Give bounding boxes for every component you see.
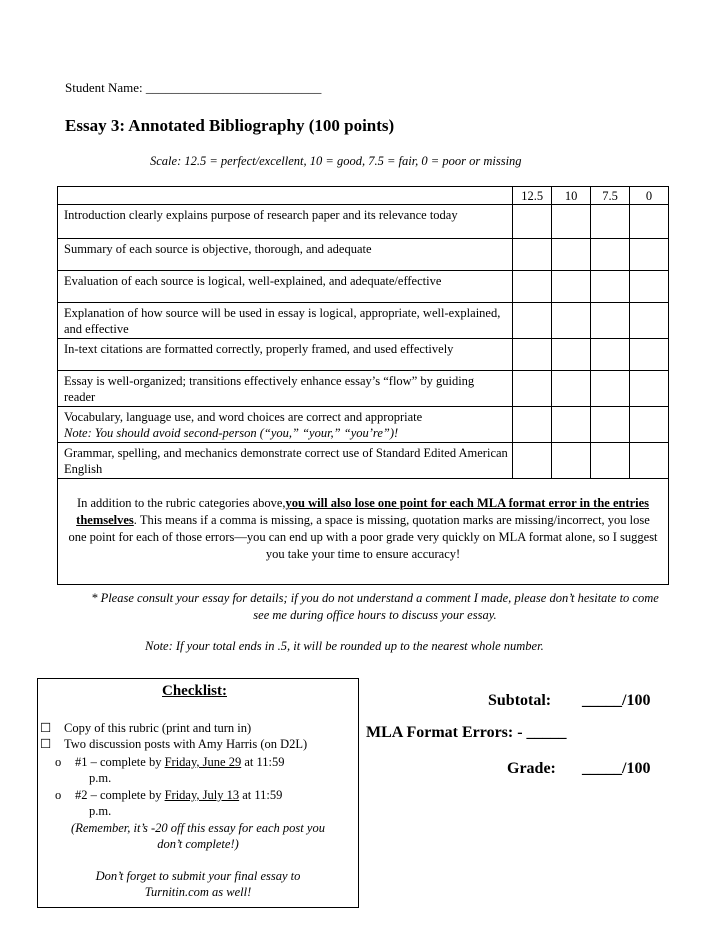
score-header-0: 0 xyxy=(630,187,669,205)
criterion-text: Essay is well-organized; transitions effectively enhance essay’s “flow” by guiding reader xyxy=(58,371,513,407)
checkbox-icon[interactable]: ☐ xyxy=(40,737,52,751)
rubric-row xyxy=(58,271,669,303)
subitem-continuation: p.m. xyxy=(89,771,112,785)
rubric-row xyxy=(58,407,669,443)
criterion-cell xyxy=(58,407,513,443)
criterion-note: Note: You should avoid second-person (“you,” “your,” “you’re”)! xyxy=(64,426,399,440)
submit-reminder-line: Don’t forget to submit your final essay to xyxy=(95,869,301,883)
rubric-row xyxy=(58,303,669,339)
grade-value[interactable]: _____/100 xyxy=(582,760,651,777)
score-header-12-5: 12.5 xyxy=(513,187,552,205)
grade-label: Grade: xyxy=(507,760,556,777)
score-cell[interactable] xyxy=(591,271,630,303)
score-cell[interactable] xyxy=(630,407,669,443)
score-cell[interactable] xyxy=(630,271,669,303)
subitem-label: #1 – complete by xyxy=(75,755,165,769)
bullet-icon: o xyxy=(55,788,62,802)
footnote: * Please consult your essay for details; if you do not understand a comment I made, please don’t hesitate to come see me during office hours to discuss your essay. xyxy=(91,591,659,622)
criterion-text: Introduction clearly explains purpose of research paper and its relevance today xyxy=(58,205,513,239)
score-cell[interactable] xyxy=(591,205,630,239)
subitem-label: #2 – complete by xyxy=(75,788,165,802)
score-cell[interactable] xyxy=(552,271,591,303)
mla-note-intro: In addition to the rubric categories above, xyxy=(76,496,286,510)
score-cell[interactable] xyxy=(630,205,669,239)
criterion-text: In-text citations are formatted correctly, properly framed, and used effectively xyxy=(58,339,513,371)
mla-errors-label[interactable]: MLA Format Errors: - _____ xyxy=(366,724,567,741)
score-cell[interactable] xyxy=(630,443,669,479)
score-cell[interactable] xyxy=(591,407,630,443)
score-cell[interactable] xyxy=(591,443,630,479)
score-cell[interactable] xyxy=(552,339,591,371)
rubric-header-blank xyxy=(58,187,513,205)
subtotal-label: Subtotal: xyxy=(488,692,552,709)
score-cell[interactable] xyxy=(552,443,591,479)
rubric-table xyxy=(57,186,669,585)
score-cell[interactable] xyxy=(630,303,669,339)
score-cell[interactable] xyxy=(591,371,630,407)
checklist-item-label: Two discussion posts with Amy Harris (on D2L) xyxy=(64,737,308,751)
checklist-item[interactable] xyxy=(40,736,307,752)
score-cell[interactable] xyxy=(630,239,669,271)
submit-reminder xyxy=(38,868,358,900)
due-date: Friday, June 29 xyxy=(164,755,242,769)
mla-note xyxy=(58,479,669,585)
rubric-header-row xyxy=(58,187,669,205)
checklist-box xyxy=(37,678,359,908)
criterion-text: Vocabulary, language use, and word choices are correct and appropriate xyxy=(64,410,423,424)
penalty-reminder-line: don’t complete!) xyxy=(157,837,239,851)
mla-note-emphasis: you will also lose one point for each MLA format error in the entries themselves xyxy=(76,496,650,527)
score-cell[interactable] xyxy=(513,303,552,339)
due-time: at 11:59 xyxy=(241,755,285,769)
criterion-text: Explanation of how source will be used in essay is logical, appropriate, well-explained, and effective xyxy=(58,303,513,339)
score-cell[interactable] xyxy=(513,443,552,479)
criterion-text: Evaluation of each source is logical, well-explained, and adequate/effective xyxy=(58,271,513,303)
score-cell[interactable] xyxy=(552,303,591,339)
score-cell[interactable] xyxy=(513,239,552,271)
score-cell[interactable] xyxy=(513,339,552,371)
due-time: at 11:59 xyxy=(239,788,283,802)
scale-legend: Scale: 12.5 = perfect/excellent, 10 = good, 7.5 = fair, 0 = poor or missing xyxy=(150,154,522,168)
score-cell[interactable] xyxy=(513,371,552,407)
rounding-note: Note: If your total ends in .5, it will be rounded up to the nearest whole number. xyxy=(145,639,544,653)
score-cell[interactable] xyxy=(591,239,630,271)
criterion-text: Summary of each source is objective, thorough, and adequate xyxy=(58,239,513,271)
mla-note-row xyxy=(58,479,669,585)
score-header-7-5: 7.5 xyxy=(591,187,630,205)
checklist-subitem xyxy=(55,754,284,770)
score-cell[interactable] xyxy=(513,205,552,239)
checkbox-icon[interactable]: ☐ xyxy=(40,721,52,735)
subitem-continuation: p.m. xyxy=(89,804,112,818)
penalty-reminder-line: (Remember, it’s -20 off this essay for each post you xyxy=(71,821,325,835)
penalty-reminder xyxy=(38,820,358,852)
score-cell[interactable] xyxy=(513,271,552,303)
rubric-row xyxy=(58,371,669,407)
due-date: Friday, July 13 xyxy=(164,788,240,802)
checklist-item[interactable] xyxy=(40,720,251,736)
bullet-icon: o xyxy=(55,755,62,769)
student-name-line: Student Name: ___________________________ xyxy=(65,80,322,95)
rubric-row xyxy=(58,339,669,371)
mla-note-body: . This means if a comma is missing, a space is missing, quotation marks are missing/incorrect, you lose one point for each of those errors—you can end up with a poor grade very quickly on MLA format alone, so I suggest you take your time to ensure accuracy! xyxy=(68,513,658,561)
submit-reminder-line: Turnitin.com as well! xyxy=(144,885,252,899)
score-cell[interactable] xyxy=(552,239,591,271)
score-cell[interactable] xyxy=(591,303,630,339)
score-cell[interactable] xyxy=(630,339,669,371)
subtotal-value[interactable]: _____/100 xyxy=(582,692,651,709)
checklist-item-label: Copy of this rubric (print and turn in) xyxy=(64,721,252,735)
criterion-text: Grammar, spelling, and mechanics demonstrate correct use of Standard Edited American English xyxy=(58,443,513,479)
rubric-row xyxy=(58,443,669,479)
score-cell[interactable] xyxy=(591,339,630,371)
score-cell[interactable] xyxy=(552,407,591,443)
score-cell[interactable] xyxy=(513,407,552,443)
score-cell[interactable] xyxy=(552,371,591,407)
rubric-row xyxy=(58,205,669,239)
checklist-title: Checklist: xyxy=(162,683,227,699)
score-header-10: 10 xyxy=(552,187,591,205)
page-title: Essay 3: Annotated Bibliography (100 points) xyxy=(65,116,395,135)
checklist-subitem xyxy=(55,787,282,803)
score-cell[interactable] xyxy=(552,205,591,239)
rubric-row xyxy=(58,239,669,271)
score-cell[interactable] xyxy=(630,371,669,407)
